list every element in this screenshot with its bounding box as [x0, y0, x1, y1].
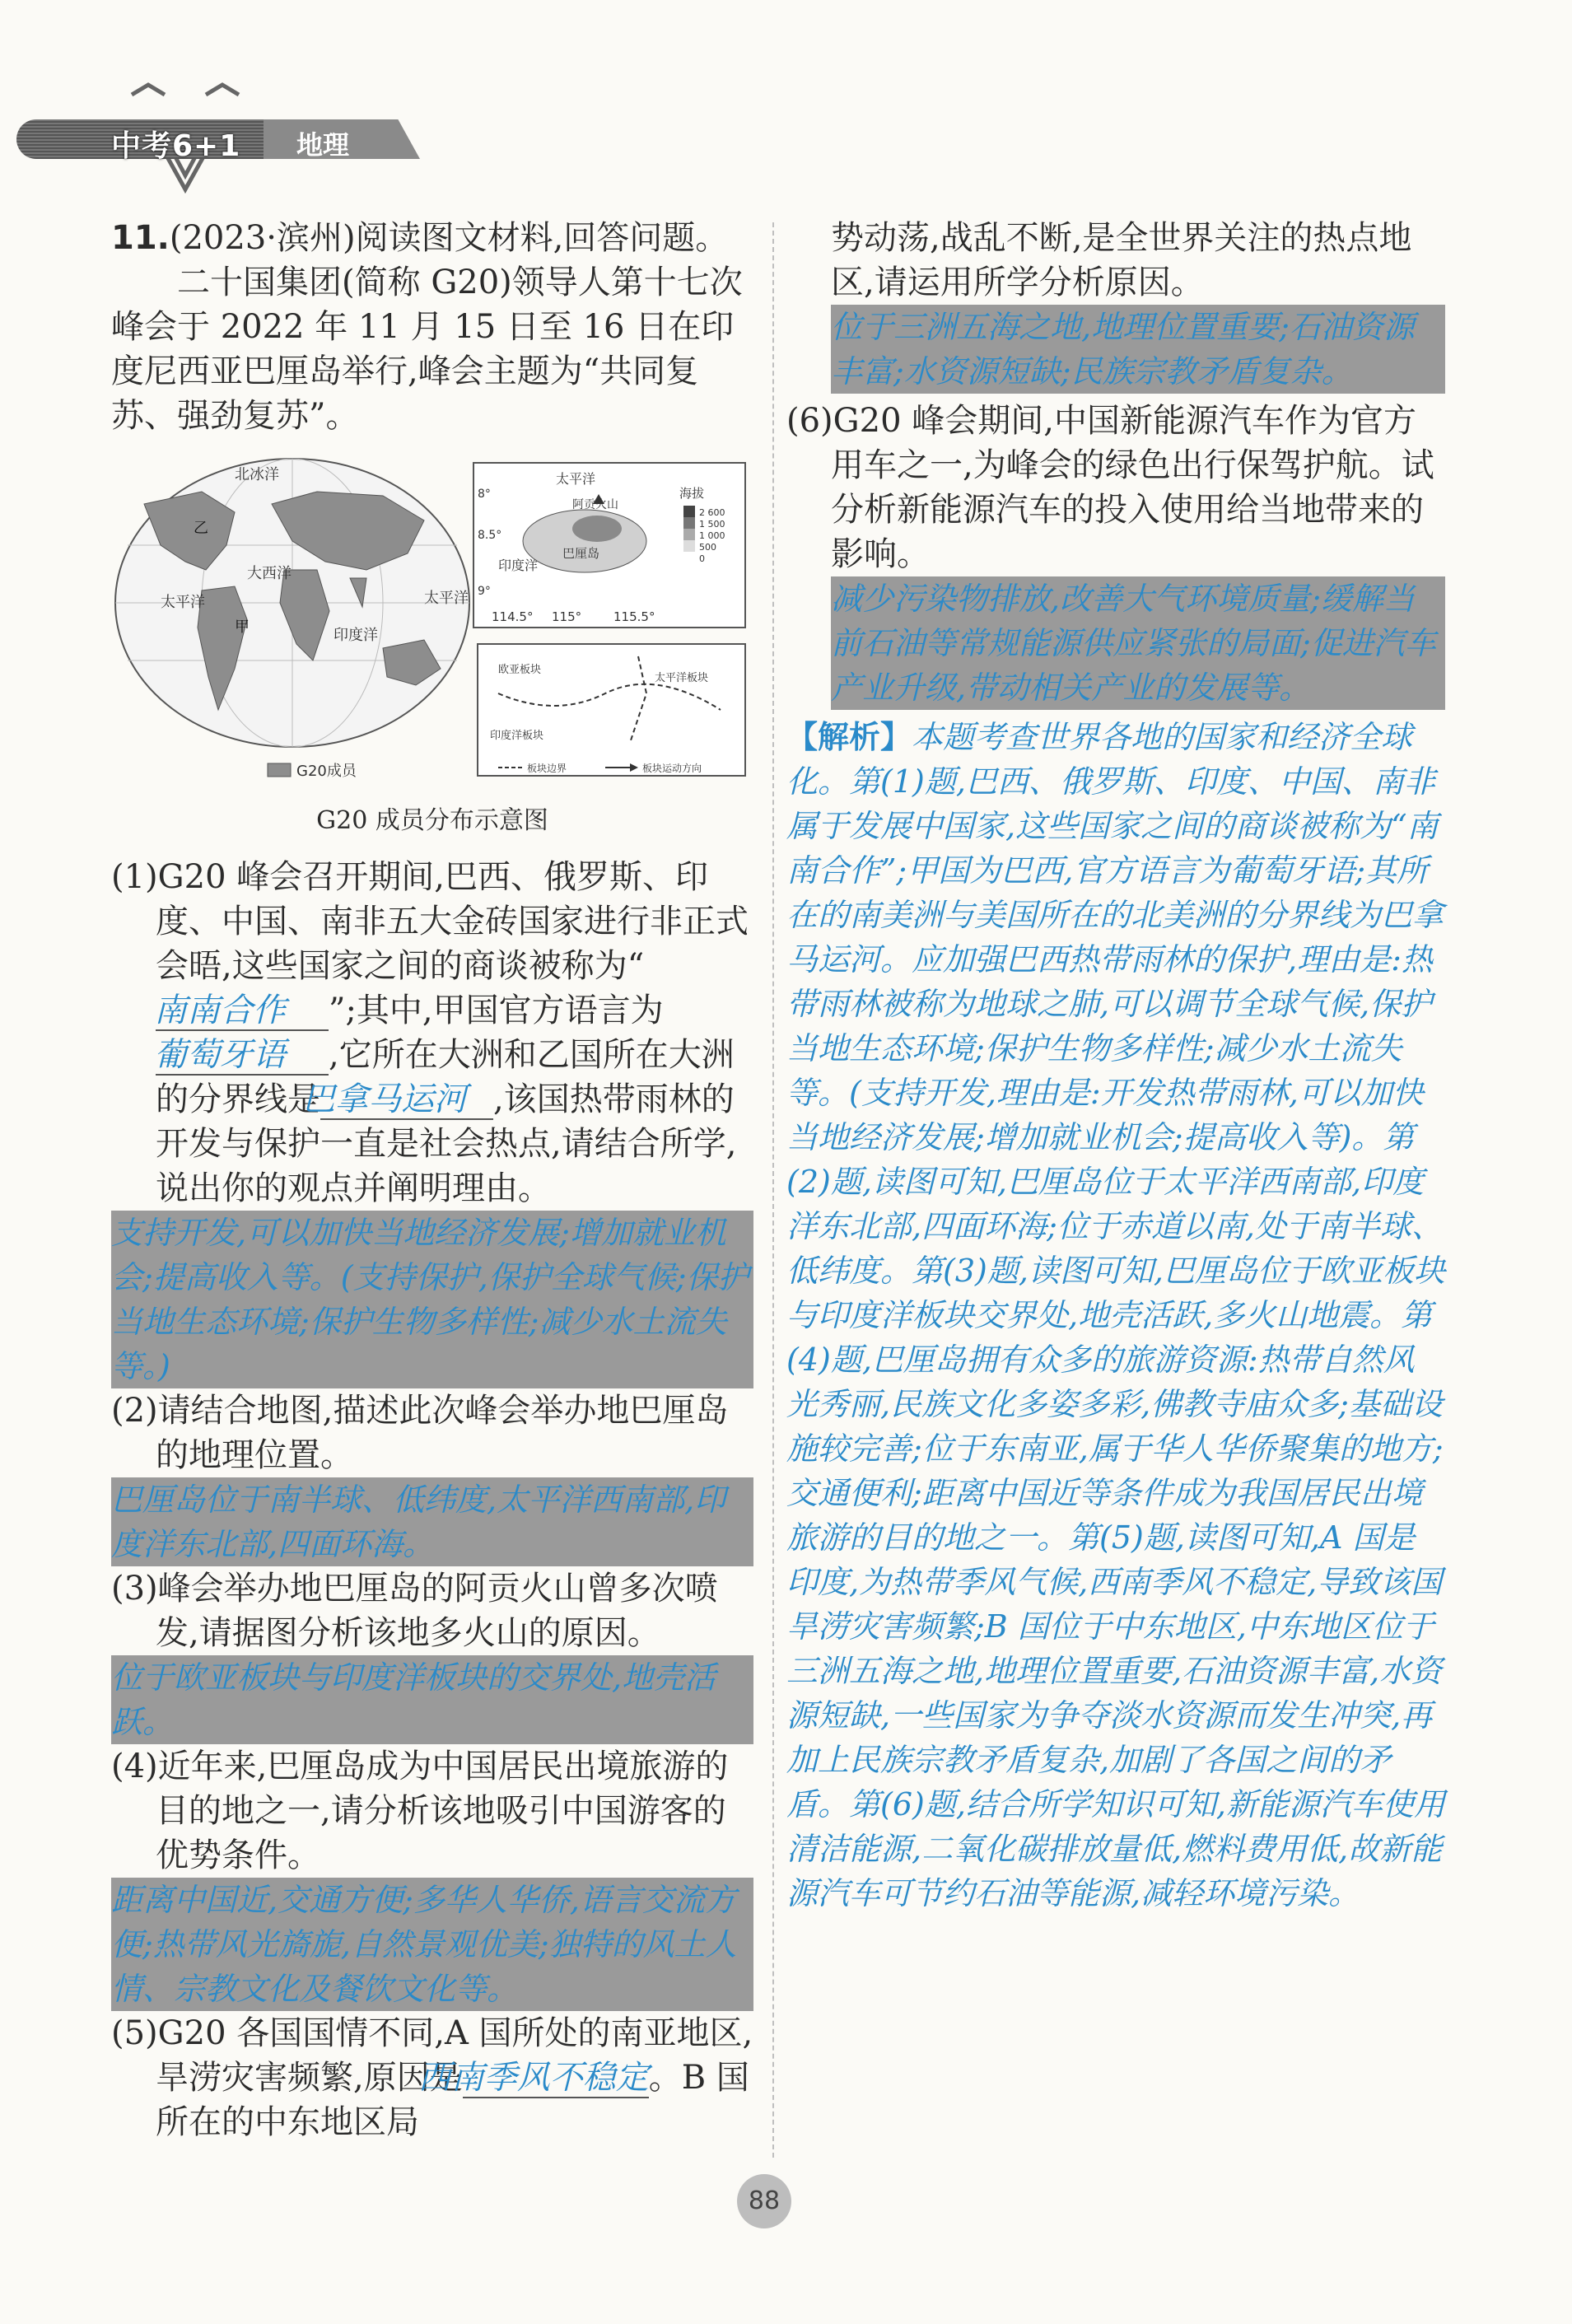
- question-6: [786, 399, 1445, 576]
- question-number: 11.: [111, 219, 170, 257]
- q4-number: (4): [111, 1748, 158, 1785]
- q5-number: (5): [111, 2014, 158, 2052]
- inset-lon-3: 115.5°: [613, 609, 655, 624]
- q5-text-b: 。B 国所在的中东地区局: [156, 2059, 749, 2141]
- question-11-title: [111, 216, 753, 260]
- q1-text-b: ”;其中,甲国官方语言为: [329, 992, 664, 1029]
- book-header: [16, 78, 428, 210]
- q3-answer: [111, 1655, 753, 1744]
- right-column: [786, 216, 1445, 1916]
- plate-label-indian: 印度洋板块: [490, 730, 544, 742]
- q2-text: 请结合地图,描述此次峰会举办地巴厘岛的地理位置。: [156, 1392, 729, 1474]
- plate-legend-move: 板块运动方向: [642, 763, 702, 774]
- q5-blank: 西南季风不稳定: [417, 2059, 649, 2097]
- figure-caption: G20 成员分布示意图: [316, 806, 548, 835]
- inset-lon-1: 114.5°: [492, 609, 534, 624]
- q2-answer-text: 巴厘岛位于南半球、低纬度,太平洋西南部,印度洋东北部,四面环海。: [111, 1482, 726, 1562]
- map-label-atlantic: 大西洋: [247, 565, 292, 582]
- inset-label-indian: 印度洋: [498, 558, 539, 573]
- map-label-jia: 甲: [235, 618, 250, 636]
- g20-member-map: [111, 446, 753, 792]
- plate-label-pacific: 太平洋板块: [655, 672, 709, 684]
- q3-number: (3): [111, 1570, 158, 1608]
- q2-number: (2): [111, 1392, 158, 1430]
- q1-text-c: ,它所在大洲和乙国所在大洲的分界线是: [156, 1036, 735, 1118]
- inset-elev-tick-3: 500: [699, 542, 716, 553]
- subject-label: 地理: [296, 129, 350, 161]
- question-5: [111, 2011, 753, 2144]
- q2-answer: [111, 1477, 753, 1566]
- q1-text-d: ,该国热带雨林的开发与保护一直是社会热点,请结合所学,说出你的观点并阐明理由。: [156, 1080, 737, 1207]
- material-passage: 二十国集团(简称 G20)领导人第十七次峰会于 2022 年 11 月 15 日至 16 日在印度尼西亚巴厘岛举行,峰会主题为“共同复苏、强劲复苏”。: [111, 264, 743, 435]
- page-number: 88: [737, 2174, 791, 2228]
- analysis-text: 本题考查世界各地的国家和经济全球化。第(1)题,巴西、俄罗斯、印度、中国、南非属于发展中国家,这些国家之间的商谈被称为“南南合作”;甲国为巴西,官方语言为葡萄牙语;其所在的南美洲与美国所在的北美洲的分界线为巴拿马运河。应加强巴西热带雨林的保护,理由是:热带雨林被称为地球之肺,可以调节全球气候,保护当地生态环境;保护生物多样性;减少水土流失等。(支持开发,理由是:开发热带雨林,可以加快当地经济发展;增加就业机会;提高收入等)。第(2)题,读图可知,巴厘岛位于太平洋西南部,印度洋东北部,四面环海;位于赤道以南,处于南半球、低纬度。第(3)题,读图可知,巴厘岛位于欧亚板块与印度洋板块交界处,地壳活跃,多火山地震。第(4)题,巴厘岛拥有众多的旅游资源:热带自然风光秀丽,民族文化多姿多彩,佛教寺庙众多;基础设施较完善;位于东南亚,属于华人华侨聚集的地方;交通便利;距离中国近等条件成为我国居民出境旅游的目的地之一。第(5)题,读图可知,A 国是印度,为热带季风气候,西南季风不稳定,导致该国旱涝灾害频繁;B 国位于中东地区,中东地区位于三洲五海之地,地理位置重要,石油资源丰富,水资源短缺,一些国家为争夺淡水资源而发生冲突,再加上民族宗教矛盾复杂,加剧了各国之间的矛盾。第(6)题,结合所学知识可知,新能源汽车使用清洁能源,二氧化碳排放量低,燃料费用低,故新能源汽车可节约石油等能源,减轻环境污染。: [786, 719, 1445, 1911]
- q1-answer-text: 支持开发,可以加快当地经济发展;增加就业机会;提高收入等。(支持保护,保护全球气候;保护当地生态环境;保护生物多样性;减少水土流失等。): [111, 1215, 749, 1384]
- q5-answer: [831, 305, 1445, 394]
- q3-answer-text: 位于欧亚板块与印度洋板块的交界处,地壳活跃。: [111, 1659, 716, 1740]
- bali-inset: [473, 463, 745, 628]
- inset-lat-8: 8°: [478, 488, 491, 501]
- inset-lat-85: 8.5°: [478, 529, 502, 542]
- q5-continuation: 势动荡,战乱不断,是全世界关注的热点地区,请运用所学分析原因。: [831, 219, 1412, 301]
- map-label-arctic: 北冰洋: [235, 466, 279, 483]
- inset-lon-2: 115°: [552, 609, 582, 624]
- q4-text: 近年来,巴厘岛成为中国居民出境旅游的目的地之一,请分析该地吸引中国游客的优势条件。: [156, 1748, 729, 1874]
- column-divider: [772, 222, 774, 2158]
- q4-answer: [111, 1878, 753, 2011]
- inset-label-volcano: 阿贡火山: [572, 498, 618, 511]
- q1-blank-2: 葡萄牙语: [156, 1036, 329, 1076]
- plate-inset: [478, 644, 745, 776]
- question-intro: (2023·滨州)阅读图文材料,回答问题。: [169, 219, 729, 257]
- plate-legend-boundary: 板块边界: [527, 763, 567, 774]
- question-3: [111, 1566, 753, 1655]
- q1-text-a: G20 峰会召开期间,巴西、俄罗斯、印度、中国、南非五大金砖国家进行非正式会晤,这些国家之间的商谈被称为“: [156, 858, 749, 985]
- q6-number: (6): [786, 402, 833, 440]
- q4-answer-text: 距离中国近,交通方便;多华人华侨,语言交流方便;热带风光旖旎,自然景观优美;独特的风土人情、宗教文化及餐饮文化等。: [111, 1882, 737, 2007]
- inset-lat-9: 9°: [478, 585, 491, 598]
- inset-elev-tick-2: 1 000: [699, 530, 725, 541]
- analysis-tag: 【解析】: [786, 718, 912, 755]
- q6-answer-text: 减少污染物排放,改善大气环境质量;缓解当前石油等常规能源供应紧张的局面;促进汽车产业升级,带动相关产业的发展等。: [831, 581, 1436, 706]
- q1-number: (1): [111, 858, 158, 896]
- plate-label-eurasia: 欧亚板块: [498, 664, 542, 676]
- question-4: [111, 1744, 753, 1878]
- q1-blank-1: 南南合作: [156, 992, 329, 1031]
- legend-label: G20成员: [296, 763, 357, 780]
- inset-elev-title: 海拔: [679, 486, 705, 501]
- q6-text: G20 峰会期间,中国新能源汽车作为官方用车之一,为峰会的绿色出行保驾护航。试分析新能源汽车的投入使用给当地带来的影响。: [831, 402, 1434, 573]
- map-label-pacific-right: 太平洋: [424, 590, 469, 607]
- left-column: [111, 216, 753, 2144]
- legend-swatch: [268, 763, 291, 777]
- q5-text-a: G20 各国国情不同,A 国所处的南亚地区,旱涝灾害频繁,原因是: [156, 2014, 753, 2097]
- q6-answer: [831, 576, 1445, 710]
- question-2: [111, 1388, 753, 1477]
- inset-elev-tick-4: 0: [699, 553, 705, 564]
- inset-label-pacific: 太平洋: [556, 471, 596, 487]
- map-label-pacific-left: 太平洋: [161, 594, 205, 611]
- world-map-figure: [111, 446, 753, 792]
- question-1: [111, 855, 753, 1211]
- q5-answer-text: 位于三洲五海之地,地理位置重要;石油资源丰富;水资源短缺;民族宗教矛盾复杂。: [831, 309, 1415, 390]
- map-label-indian: 印度洋: [334, 627, 378, 644]
- inset-elev-tick-0: 2 600: [699, 507, 725, 518]
- q1-answer: [111, 1211, 753, 1388]
- series-title: 中考6+1: [111, 129, 241, 163]
- inset-elev-tick-1: 1 500: [699, 519, 725, 530]
- q1-blank-3: 巴拿马运河: [320, 1080, 493, 1120]
- q3-text: 峰会举办地巴厘岛的阿贡火山曾多次喷发,请据图分析该地多火山的原因。: [156, 1570, 718, 1652]
- map-label-yi: 乙: [194, 520, 208, 537]
- inset-label-bali: 巴厘岛: [562, 546, 600, 561]
- analysis-section: [786, 715, 1445, 1916]
